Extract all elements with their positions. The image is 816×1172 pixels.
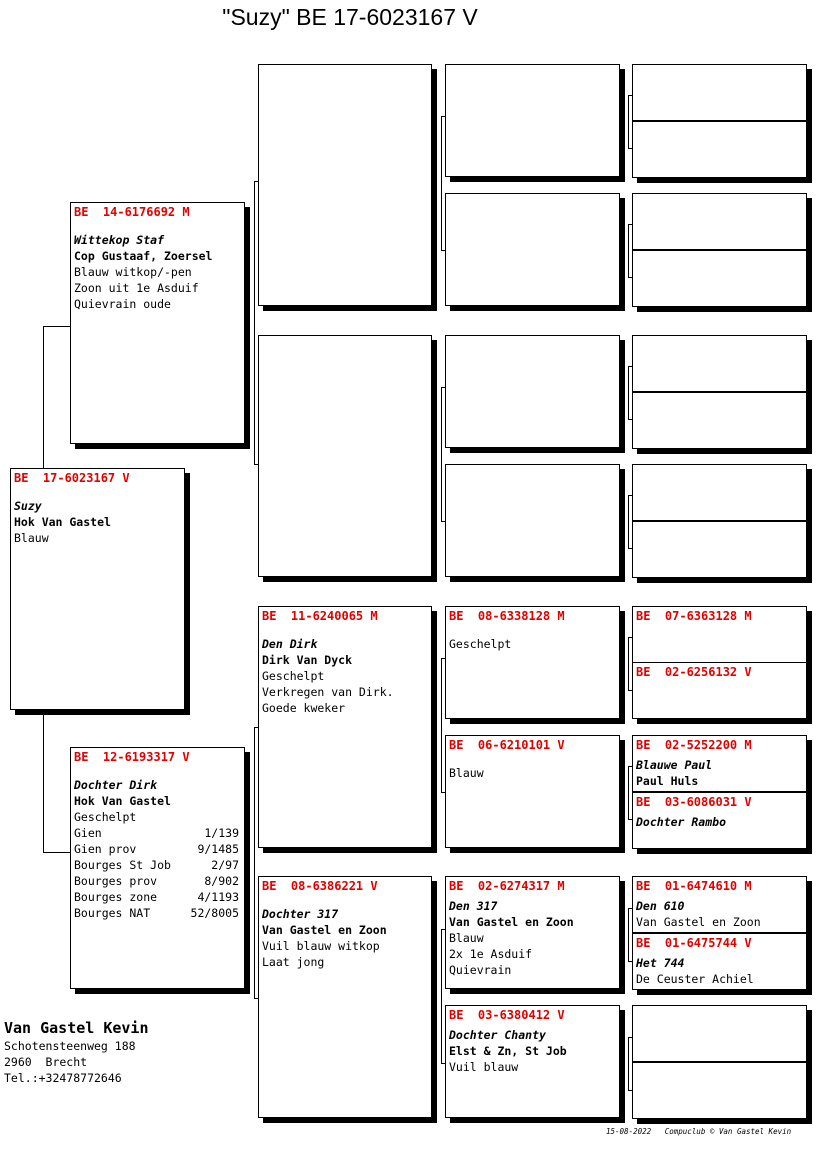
pigeon-card-empty[interactable] [445,335,620,448]
ring-number: BE 17-6023167 V [14,471,130,485]
ring-number: BE 12-6193317 V [74,750,190,764]
breeder: Dirk Van Dyck [262,653,353,667]
breeder: Van Gastel en Zoon [262,923,387,937]
info-line: Blauw witkop/-pen [74,265,192,279]
pigeon-card-g4-6[interactable] [632,933,807,990]
pigeon-name: Den 317 [449,899,498,913]
ring-number: BE 01-6474610 M [636,879,752,893]
pigeon-card-dam-dam[interactable] [258,876,432,1118]
pigeon-card-empty[interactable] [632,64,807,121]
pigeon-card-empty[interactable] [258,64,432,306]
info-line: Geschelpt [449,637,512,651]
pigeon-card-empty[interactable] [632,193,807,250]
ring-number: BE 06-6210101 V [449,738,565,752]
race-result: Bourges St Job 2/97 [74,858,239,872]
ring-number: BE 01-6475744 V [636,936,752,950]
pigeon-card-empty[interactable] [445,64,620,177]
print-date: 15-08-2022 [606,1127,652,1136]
breeder: Elst & Zn, St Job [449,1044,567,1058]
race-result: Gien 1/139 [74,826,239,840]
ring-number: BE 14-6176692 M [74,205,190,219]
pigeon-card-dddd[interactable] [445,1005,620,1118]
ring-number: BE 03-6086031 V [636,795,752,809]
pigeon-card-g4-4[interactable] [632,792,807,849]
pigeon-card-empty[interactable] [445,193,620,306]
ring-number: BE 07-6363128 M [636,609,752,623]
pigeon-name: Suzy [14,499,42,513]
ring-number: BE 11-6240065 M [262,609,378,623]
ring-number: BE 08-6386221 V [262,879,378,893]
ring-number: BE 08-6338128 M [449,609,565,623]
ring-number: BE 02-6256132 V [636,665,752,679]
breeder: Van Gastel en Zoon [636,915,761,929]
info-line: Vuil blauw [449,1060,519,1074]
pigeon-card-empty[interactable] [632,392,807,449]
race-result: Bourges prov 8/902 [74,874,239,888]
info-line: Verkregen van Dirk. [262,685,394,699]
pigeon-card-empty[interactable] [632,121,807,178]
pigeon-card-dam-sire[interactable] [258,606,432,848]
info-line: Vuil blauw witkop [262,939,380,953]
pigeon-name: Den Dirk [262,637,318,651]
owner-info [4,1018,149,1086]
pigeon-card-empty[interactable] [632,1005,807,1062]
info-line: Goede kweker [262,701,346,715]
breeder: De Ceuster Achiel [636,972,754,986]
breeder: Van Gastel en Zoon [449,915,574,929]
pigeon-card-dam[interactable] [70,747,245,989]
ring-number: BE 02-5252200 M [636,738,752,752]
credit: Compuclub © Van Gastel Kevin [664,1127,792,1136]
info-line: Quievrain [449,963,512,977]
pigeon-card-empty[interactable] [632,1062,807,1119]
info-line: Blauw [449,766,484,780]
pigeon-card-ddsd[interactable] [445,735,620,848]
pigeon-name: Dochter 317 [262,907,339,921]
ring-number: BE 02-6274317 M [449,879,565,893]
owner-street: Schotensteenweg 188 [4,1039,136,1053]
breeder: Hok Van Gastel [14,515,111,529]
pigeon-card-g4-5[interactable] [632,876,807,933]
pigeon-name: Blauwe Paul [636,758,713,772]
race-result: Bourges NAT 52/8005 [74,906,239,920]
footer [606,1127,791,1136]
pigeon-name: Den 610 [636,899,685,913]
info-line: Geschelpt [262,669,325,683]
pigeon-card-g4-1[interactable] [632,606,807,663]
info-line: Geschelpt [74,810,137,824]
pigeon-card-empty[interactable] [632,250,807,307]
pigeon-card-empty[interactable] [258,335,432,577]
pigeon-card-empty[interactable] [632,464,807,521]
info-line: Quievrain oude [74,297,171,311]
pigeon-name: Dochter Dirk [74,778,158,792]
pigeon-card-sire[interactable] [70,202,245,444]
info-line: 2x 1e Asduif [449,947,533,961]
owner-city: 2960 Brecht [4,1055,88,1069]
pedigree-title: "Suzy" BE 17-6023167 V [222,4,478,30]
ring-number: BE 03-6380412 V [449,1008,565,1022]
info-line: Laat jong [262,955,325,969]
pigeon-card-ddss[interactable] [445,606,620,719]
pigeon-card-subject[interactable] [10,468,185,710]
pigeon-card-empty[interactable] [445,464,620,577]
pigeon-name: Dochter Chanty [449,1028,546,1042]
breeder: Hok Van Gastel [74,794,171,808]
owner-phone: Tel.:+32478772646 [4,1071,122,1085]
pigeon-card-empty[interactable] [632,521,807,578]
info-line: Blauw [449,931,484,945]
pigeon-card-g4-3[interactable] [632,735,807,792]
race-result: Bourges zone 4/1193 [74,890,239,904]
pigeon-card-ddds[interactable] [445,876,620,989]
pigeon-card-empty[interactable] [632,335,807,392]
race-result: Gien prov 9/1485 [74,842,239,856]
pigeon-name: Het 744 [636,956,685,970]
pigeon-name: Wittekop Staf [74,233,165,247]
owner-name: Van Gastel Kevin [4,1019,149,1037]
pigeon-name: Dochter Rambo [636,815,727,829]
breeder: Cop Gustaaf, Zoersel [74,249,213,263]
info-line: Blauw [14,531,49,545]
breeder: Paul Huls [636,774,699,788]
info-line: Zoon uit 1e Asduif [74,281,199,295]
pigeon-card-g4-2[interactable] [632,662,807,719]
